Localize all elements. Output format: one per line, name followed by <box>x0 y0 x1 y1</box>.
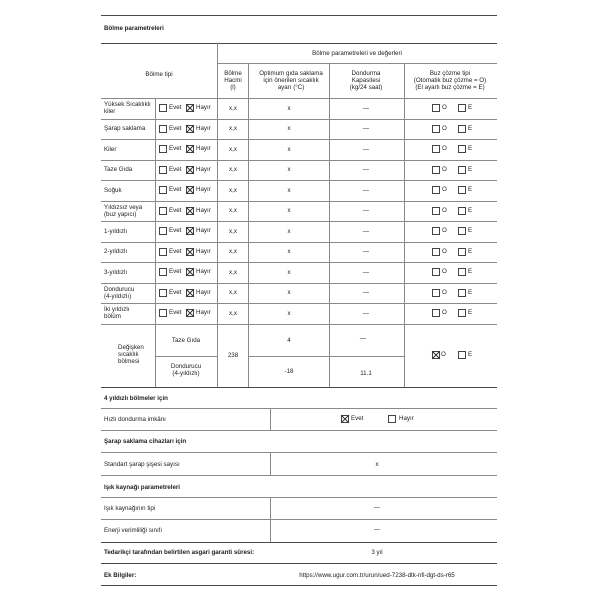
compartment-yes-label: Evet <box>169 145 182 153</box>
header-bottom-rule <box>101 98 497 99</box>
compartment-yes-label: Evet <box>169 227 182 235</box>
compartment-volume: x,x <box>229 309 237 317</box>
compartment-defrost-e-checkbox[interactable] <box>458 104 466 112</box>
compartment-yes-label: Evet <box>169 288 182 296</box>
light-mid-rule <box>101 519 497 520</box>
compartment-freeze: — <box>362 248 370 256</box>
light-type-value: — <box>373 504 381 511</box>
compartment-defrost-o-label: O <box>442 145 447 153</box>
compartment-defrost-o-checkbox[interactable] <box>432 166 440 174</box>
header-group-title: Bölme parametreleri ve değerleri <box>312 50 402 57</box>
compartment-yes-checkbox[interactable] <box>159 309 167 317</box>
compartment-temp: x <box>287 104 291 112</box>
compartment-defrost-o-checkbox[interactable] <box>432 227 440 235</box>
warranty-bottom-rule <box>101 563 497 564</box>
compartment-freeze: — <box>362 309 370 317</box>
compartment-volume: x,x <box>229 145 237 153</box>
header-sub-rule <box>217 63 497 64</box>
compartment-defrost-o-checkbox[interactable] <box>432 289 440 297</box>
compartment-no-label: Hayır <box>196 165 211 173</box>
compartment-name: Taze Gıda <box>104 166 133 174</box>
compartment-defrost-e-checkbox[interactable] <box>458 309 466 317</box>
compartment-no-checkbox[interactable] <box>186 145 194 153</box>
wine-bottom-rule <box>101 475 497 476</box>
light-title: Işık kaynağı parametreleri <box>104 484 181 491</box>
row-rule <box>101 283 497 284</box>
compartment-no-label: Hayır <box>196 206 211 214</box>
compartment-no-checkbox[interactable] <box>186 248 194 256</box>
compartment-freeze: — <box>362 145 370 153</box>
compartment-defrost-o-label: O <box>442 186 447 194</box>
compartment-defrost-e-checkbox[interactable] <box>458 227 466 235</box>
compartment-defrost-e-label: E <box>468 268 473 276</box>
compartment-no-label: Hayır <box>196 227 211 235</box>
compartment-temp: x <box>287 125 291 133</box>
wine-divider <box>270 452 271 475</box>
compartment-defrost-o-checkbox[interactable] <box>432 145 440 153</box>
compartment-defrost-e-label: E <box>468 165 473 173</box>
compartment-yes-checkbox[interactable] <box>159 248 167 256</box>
col-type-header: Bölme tipi <box>145 71 173 78</box>
variable-defrost-e-checkbox[interactable] <box>458 351 466 359</box>
compartment-volume: x,x <box>229 125 237 133</box>
compartment-defrost-o-label: O <box>442 268 447 276</box>
compartment-freeze: — <box>362 268 370 276</box>
compartment-temp: x <box>287 227 291 235</box>
four-star-rule <box>101 408 497 409</box>
fast-freeze-no-label: Hayır <box>399 415 414 422</box>
compartment-freeze: — <box>362 227 370 235</box>
compartment-name: 3-yıldızlı <box>104 268 128 276</box>
compartment-volume: x,x <box>229 227 237 235</box>
compartment-name: İki yıldızlı <box>104 306 130 314</box>
compartment-volume: x,x <box>229 207 237 215</box>
variable-volume: 238 <box>227 352 239 359</box>
wine-bottles-label: Standart şarap şişesi sayısı <box>104 461 180 468</box>
compartment-yes-label: Evet <box>169 309 182 317</box>
grid-v-3 <box>329 63 330 387</box>
wine-bottles-value: x <box>375 461 379 468</box>
compartment-volume: x,x <box>229 186 237 194</box>
compartment-yes-label: Evet <box>169 206 182 214</box>
compartment-yes-checkbox[interactable] <box>159 125 167 133</box>
row-rule <box>101 180 497 181</box>
compartment-temp: x <box>287 289 291 297</box>
light-rule <box>101 497 497 498</box>
compartment-defrost-o-checkbox[interactable] <box>432 186 440 194</box>
compartment-defrost-e-label: E <box>468 206 473 214</box>
compartment-yes-label: Evet <box>169 247 182 255</box>
compartment-yes-checkbox[interactable] <box>159 104 167 112</box>
compartment-freeze: — <box>362 289 370 297</box>
compartment-freeze: — <box>362 207 370 215</box>
row-rule <box>101 262 497 263</box>
compartment-name: Kiler <box>104 145 117 153</box>
wine-rule <box>101 452 497 453</box>
grid-v-4 <box>404 63 405 387</box>
compartment-temp: x <box>287 207 291 215</box>
variable-temp-2: -18 <box>284 368 294 375</box>
compartment-yes-checkbox[interactable] <box>159 166 167 174</box>
row-rule <box>101 242 497 243</box>
grid-v-2 <box>248 63 249 387</box>
compartment-temp: x <box>287 309 291 317</box>
compartment-yes-checkbox[interactable] <box>159 207 167 215</box>
compartment-volume: x,x <box>229 268 237 276</box>
compartment-defrost-o-checkbox[interactable] <box>432 207 440 215</box>
compartment-yes-label: Evet <box>169 165 182 173</box>
light-bottom-rule <box>101 542 497 543</box>
compartment-defrost-e-checkbox[interactable] <box>458 125 466 133</box>
grid-v-0 <box>155 98 156 323</box>
section-title: Bölme parametreleri <box>104 25 164 32</box>
document-page: Bölme parametreleri Bölme parametreleri ve değerleri Bölme tipi Bölme Hacmi (l) Optimum gıda saklama için önerilen sıcaklık ayarı (°C) Dondurma Kapasitesi (kg/24 saat) Buz çözme tipi (Otomatik buz çözme = O) (El ayarlı buz çözme = E) Yüksek Sıcaklıklı kiler Evet Hayır x,x x — O E Şarap saklama Evet Hayır x,x x — O E Kiler Evet Hayır x,x x — O E Taze Gıda Evet Hayır x,x x — O E Soğuk Evet Hayır x,x x — O E Yıldızsız veya (buz yapıcı) Evet Hayır x,x x — O E 1-yıldızlı Evet Hayır x,x x — O E 2-yıldızlı Evet Hayır x,x x — O E 3-yıldızlı Evet Hayır x,x x — O E Dondurucu (4-yıldızlı) Evet Hayır x,x x — O E İki yıldızlı bölüm Evet Hayır x,x x — O E Değişken sıcaklık bölmesi Taze Gıda Dondurucu (4-yıldızlı) 238 4 — -18 11.1 O E 4 yıldızlı bölmeler için Hızlı dondurma imkânı Evet Hayır Şarap saklama cihazları için Standart şarap şişesi sayısı x Işık kaynağı parametreleri Işık kaynağının tipi — Enerji verimliliği sınıfı — Tedarikçi tarafından belirtilen asgari garanti süresi: 3 yıl Ek Bilgiler: https://www.ugur.com.tr/urun/ued-7238-dtk-nfi-dgt-ds-r65 <box>0 0 600 600</box>
compartment-defrost-e-label: E <box>468 227 473 235</box>
compartment-defrost-e-label: E <box>468 186 473 194</box>
compartment-no-label: Hayır <box>196 309 211 317</box>
compartment-temp: x <box>287 145 291 153</box>
compartment-no-checkbox[interactable] <box>186 186 194 194</box>
compartment-no-checkbox[interactable] <box>186 309 194 317</box>
compartment-freeze: — <box>362 104 370 112</box>
compartment-no-checkbox[interactable] <box>186 289 194 297</box>
compartment-yes-checkbox[interactable] <box>159 227 167 235</box>
compartment-no-checkbox[interactable] <box>186 227 194 235</box>
compartment-yes-checkbox[interactable] <box>159 186 167 194</box>
variable-sub1-label: Taze Gıda <box>171 337 201 344</box>
compartment-no-checkbox[interactable] <box>186 207 194 215</box>
compartment-name: Şarap saklama <box>104 125 146 133</box>
row-rule <box>101 201 497 202</box>
compartment-freeze: — <box>362 125 370 133</box>
compartment-defrost-o-label: O <box>442 104 447 112</box>
warranty-value: 3 yıl <box>371 549 383 556</box>
row-rule <box>101 160 497 161</box>
compartment-no-label: Hayır <box>196 186 211 194</box>
compartment-yes-checkbox[interactable] <box>159 289 167 297</box>
compartment-defrost-o-checkbox[interactable] <box>432 104 440 112</box>
compartment-defrost-e-label: E <box>468 309 473 317</box>
table-bottom-rule <box>101 387 497 388</box>
compartment-no-label: Hayır <box>196 124 211 132</box>
compartment-freeze: — <box>362 186 370 194</box>
compartment-no-checkbox[interactable] <box>186 125 194 133</box>
compartment-name: (buz yapıcı) <box>104 210 137 218</box>
compartment-temp: x <box>287 166 291 174</box>
compartment-defrost-o-checkbox[interactable] <box>432 125 440 133</box>
compartment-defrost-o-label: O <box>442 288 447 296</box>
variable-sub-rule-2 <box>248 356 404 357</box>
compartment-defrost-e-checkbox[interactable] <box>458 186 466 194</box>
header-rule <box>101 43 497 44</box>
top-rule <box>101 15 497 16</box>
compartment-name: bölüm <box>104 313 121 321</box>
compartment-temp: x <box>287 268 291 276</box>
compartment-no-checkbox[interactable] <box>186 104 194 112</box>
compartment-defrost-o-label: O <box>442 206 447 214</box>
extra-info-label: Ek Bilgiler: <box>104 572 137 579</box>
compartment-name: Yüksek Sıcaklıklı <box>104 101 151 109</box>
compartment-volume: x,x <box>229 289 237 297</box>
compartment-defrost-e-label: E <box>468 124 473 132</box>
compartment-defrost-e-checkbox[interactable] <box>458 145 466 153</box>
variable-sub-rule-1 <box>155 356 217 357</box>
compartment-volume: x,x <box>229 248 237 256</box>
compartment-yes-label: Evet <box>169 268 182 276</box>
compartment-yes-label: Evet <box>169 124 182 132</box>
variable-temp-1: 4 <box>287 337 291 344</box>
compartment-defrost-e-checkbox[interactable] <box>458 207 466 215</box>
compartment-name: 1-yıldızlı <box>104 227 128 235</box>
compartment-defrost-o-label: O <box>442 247 447 255</box>
energy-class-label: Enerji verimliliği sınıfı <box>104 527 163 534</box>
compartment-no-checkbox[interactable] <box>186 268 194 276</box>
compartment-defrost-e-checkbox[interactable] <box>458 289 466 297</box>
four-star-title: 4 yıldızlı bölmeler için <box>104 395 168 402</box>
warranty-label: Tedarikçi tarafından belirtilen asgari garanti süresi: <box>104 549 255 556</box>
variable-freeze-2: 11.1 <box>360 370 372 377</box>
compartment-defrost-e-checkbox[interactable] <box>458 268 466 276</box>
compartment-defrost-e-checkbox[interactable] <box>458 166 466 174</box>
compartment-name: Yıldızsız veya <box>104 203 143 211</box>
compartment-defrost-o-checkbox[interactable] <box>432 248 440 256</box>
compartment-yes-label: Evet <box>169 186 182 194</box>
compartment-no-label: Hayır <box>196 145 211 153</box>
compartment-yes-label: Evet <box>169 104 182 112</box>
compartment-defrost-e-label: E <box>468 247 473 255</box>
compartment-defrost-e-checkbox[interactable] <box>458 248 466 256</box>
compartment-name: kiler <box>104 108 116 116</box>
compartment-defrost-o-label: O <box>442 124 447 132</box>
fast-freeze-yes-label: Evet <box>351 415 364 422</box>
row-rule <box>101 324 497 325</box>
four-star-divider <box>270 408 271 430</box>
variable-freeze-1: — <box>359 335 367 342</box>
variable-defrost-e-label: E <box>468 351 473 358</box>
compartment-defrost-e-label: E <box>468 145 473 153</box>
compartment-temp: x <box>287 186 291 194</box>
compartment-defrost-o-label: O <box>442 165 447 173</box>
compartment-name: 2-yıldızlı <box>104 248 128 256</box>
variable-defrost-o-checkbox[interactable] <box>432 351 440 359</box>
variable-defrost-o-label: O <box>441 351 446 358</box>
compartment-defrost-o-label: O <box>442 309 447 317</box>
compartment-freeze: — <box>362 166 370 174</box>
compartment-volume: x,x <box>229 104 237 112</box>
wine-title: Şarap saklama cihazları için <box>104 438 187 445</box>
bottom-rule <box>101 585 497 586</box>
row-rule <box>101 119 497 120</box>
compartment-defrost-e-label: E <box>468 104 473 112</box>
row-rule <box>101 303 497 304</box>
fast-freeze-no-checkbox[interactable] <box>388 415 396 423</box>
compartment-name: Dondurucu <box>104 285 135 293</box>
extra-info-link[interactable]: https://www.ugur.com.tr/urun/ued-7238-dtk-nfi-dgt-ds-r65 <box>299 572 455 579</box>
compartment-no-checkbox[interactable] <box>186 166 194 174</box>
compartment-no-label: Hayır <box>196 247 211 255</box>
light-type-label: Işık kaynağının tipi <box>104 505 156 512</box>
energy-class-value: — <box>373 526 381 533</box>
row-rule <box>101 139 497 140</box>
row-rule <box>101 221 497 222</box>
compartment-defrost-o-checkbox[interactable] <box>432 309 440 317</box>
four-star-bottom-rule <box>101 430 497 431</box>
grid-v-var-0 <box>155 323 156 387</box>
compartment-yes-checkbox[interactable] <box>159 268 167 276</box>
compartment-no-label: Hayır <box>196 104 211 112</box>
compartment-name: (4-yıldızlı) <box>104 292 132 300</box>
compartment-defrost-o-label: O <box>442 227 447 235</box>
compartment-no-label: Hayır <box>196 268 211 276</box>
compartment-name: Soğuk <box>104 186 122 194</box>
compartment-no-label: Hayır <box>196 288 211 296</box>
grid-v-1 <box>217 43 218 387</box>
compartment-volume: x,x <box>229 166 237 174</box>
compartment-temp: x <box>287 248 291 256</box>
compartment-defrost-o-checkbox[interactable] <box>432 268 440 276</box>
fast-freeze-label: Hızlı dondurma imkânı <box>104 416 166 423</box>
fast-freeze-yes-checkbox[interactable] <box>341 415 349 423</box>
compartment-yes-checkbox[interactable] <box>159 145 167 153</box>
compartment-defrost-e-label: E <box>468 288 473 296</box>
